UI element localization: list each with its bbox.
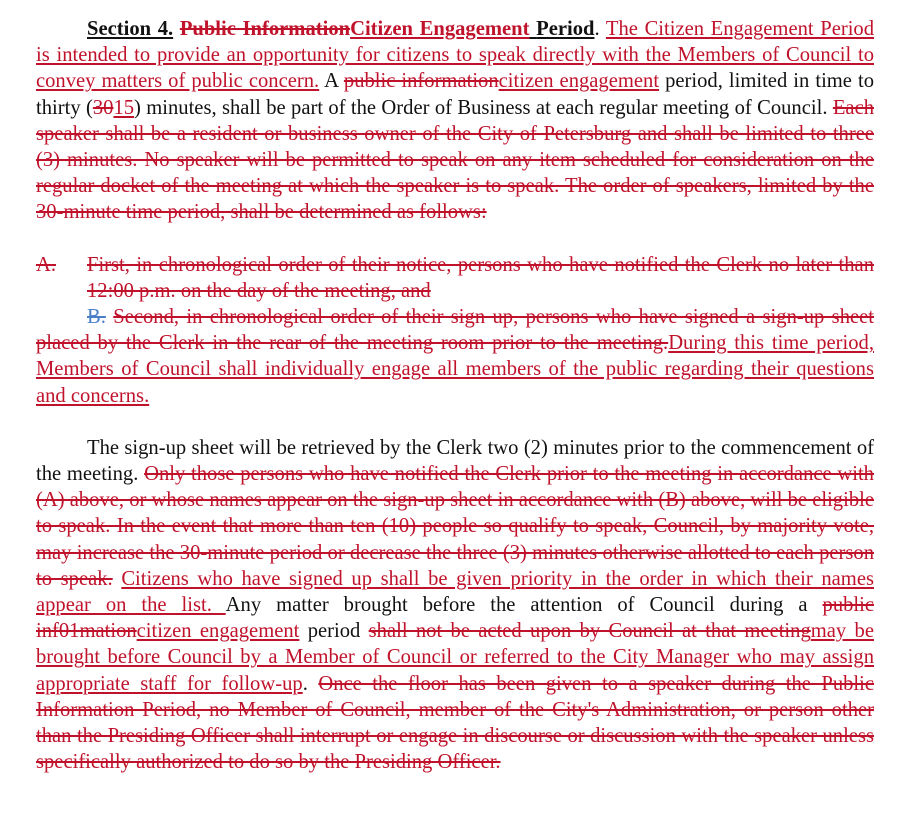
deleted-phrase-public-information-2: public inf01mation — [36, 594, 874, 643]
list-item-a-label: A. — [36, 253, 57, 276]
inserted-intro-sentence: The Citizen Engagement Period is intended to provide an opportunity for citizens to speak directly with the Members of Council to convey matters of public concern. — [36, 18, 875, 93]
period-word: period — [307, 620, 361, 643]
list-item-b-text: Second, in chronological order of their sign up, persons who have signed a sign-up sheet placed by the Clerk in the rear of the meeting room prior to the meeting. — [36, 306, 874, 355]
title-end-punct: . — [594, 18, 600, 40]
follow-up-end-punct: . — [302, 672, 308, 695]
deleted-title-text: Public Information — [179, 18, 351, 40]
struck-eligibility-text: Only those persons who have notified the Clerk prior to the meeting in accordance with (A) above, or whose names appear on the sign-up sheet in accordance with (B) above, will be eligible to speak. In the event that more than ten (10) people so qualify to speak, Council, by majority vote, may increase the 30-minute period or decrease the three (3) minutes otherwise allotted to each person to speak. — [36, 463, 874, 590]
inserted-engagement-sentence: During this time period, Members of Council shall individually engage all members of the public regarding their questions and concerns. — [36, 332, 874, 407]
matter-sentence-start: Any matter brought before the attention of Council during a — [225, 594, 808, 617]
inserted-phrase-citizen-engagement: citizen engagement — [498, 70, 660, 93]
deleted-phrase-public-information: public information — [343, 70, 499, 93]
inserted-follow-up-text: may be brought before Council by a Member of Council or referred to the City Manager who may assign appropriate staff for follow-up — [36, 620, 874, 695]
sentence-1-end: ) minutes, shall be part of the Order of Business at each regular meeting of Council. — [134, 96, 828, 119]
deleted-number: 30 — [92, 96, 114, 119]
sign-up-sentence: The sign-up sheet will be retrieved by the Clerk two (2) minutes prior to the commencement of the meeting. — [36, 436, 874, 486]
deleted-acted-upon-text: shall not be acted upon by Council at that meeting — [368, 620, 811, 643]
inserted-title-text: Citizen Engagement — [350, 18, 530, 40]
section-label: Section 4. — [87, 18, 174, 40]
speaker-order-list — [36, 252, 874, 409]
list-item-a-text: First, in chronological order of their notice, persons who have notified the Clerk no later than 12:00 p.m. on the day of the meeting, and — [87, 253, 874, 302]
struck-floor-rules: Once the floor has been given to a speaker during the Public Information Period, no Member of Council, member of the City's Administration, or person other than the Presiding Officer shall interrupt or engage in discourse or discussion with the speaker unless specifically authorized to do so by the Presiding Officer. — [36, 672, 874, 774]
list-item-b — [36, 304, 874, 409]
inserted-number: 15 — [113, 96, 135, 119]
list-item-a — [36, 252, 874, 304]
section-4-paragraph — [36, 16, 874, 226]
title-period-word: Period — [536, 18, 595, 40]
list-item-b-label: B. — [87, 306, 106, 329]
inserted-priority-sentence: Citizens who have signed up shall be given priority in the order in which their names appear on the list. — [36, 567, 874, 617]
sentence-1-start: A — [324, 70, 338, 93]
ordinance-document — [36, 16, 874, 775]
sign-up-paragraph — [36, 435, 874, 776]
sentence-1-middle: period, limited in time to thirty ( — [36, 70, 875, 119]
inserted-phrase-citizen-engagement-2: citizen engagement — [136, 620, 300, 643]
struck-speaker-rules: Each speaker shall be a resident or business owner of the City of Petersburg and shall be limited to three (3) minutes. No speaker will be permitted to speak on any item scheduled for consideration on the regular docket of the meeting at which the speaker is to speak. The order of speakers, limited by the 30-minute time period, shall be determined as follows: — [36, 96, 875, 224]
